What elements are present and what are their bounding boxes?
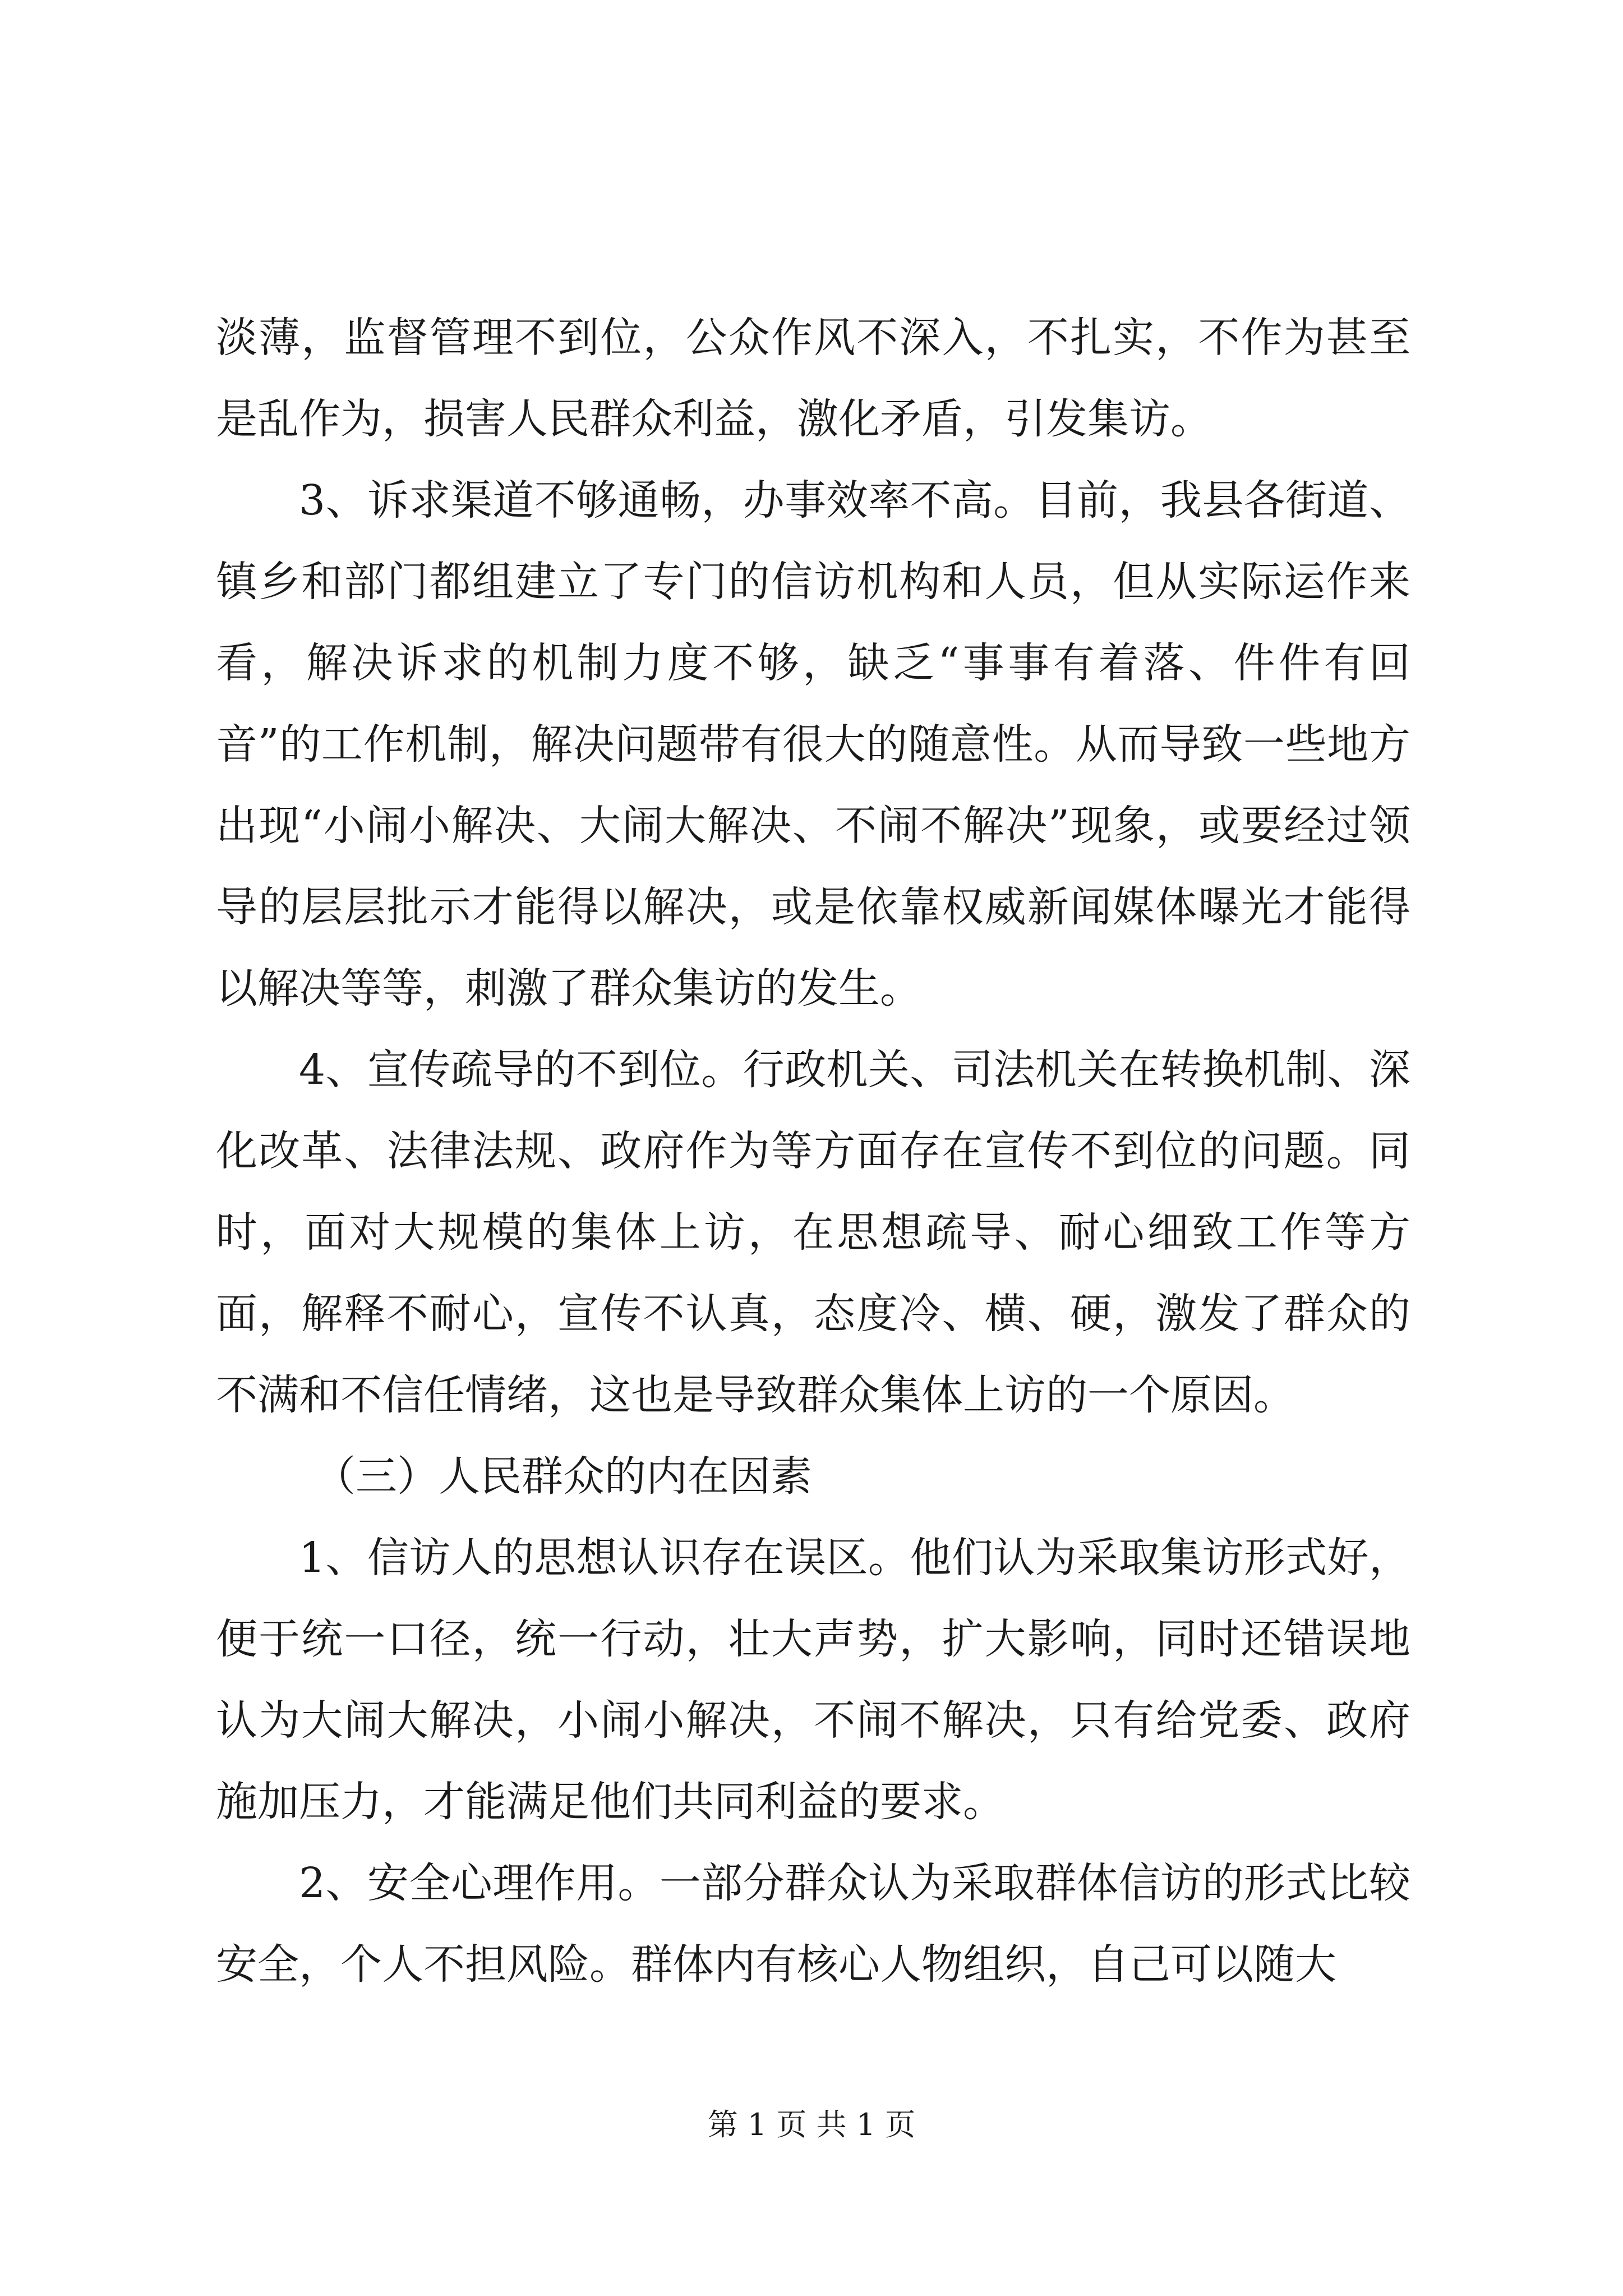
section-heading: （三）人民群众的内在因素: [314, 1452, 812, 1501]
paragraph-continued: 淡薄，监督管理不到位，公众作风不深入，不扎实，不作为甚至是乱作为，损害人民群众利益，激化矛盾，引发集访。: [216, 314, 1410, 443]
page-footer: 第 1 页 共 1 页: [707, 2107, 916, 2142]
paragraph-item-3: 3、诉求渠道不够通畅，办事效率不高。目前，我县各街道、镇乡和部门都组建立了专门的信访机构和人员，但从实际运作来看，解决诉求的机制力度不够，缺乏“事事有着落、件件有回音”的工作机制，解决问题带有很大的随意性。从而导致一些地方出现“小闹小解决、大闹大解决、不闹不解决”现象，或要经过领导的层层批示才能得以解决，或是依靠权威新闻媒体曝光才能得以解决等等，刺激了群众集访的发生。: [216, 476, 1410, 1013]
paragraph-item-2: 2、安全心理作用。一部分群众认为采取群体信访的形式比较安全，个人不担风险。群体内有核心人物组织，自己可以随大: [216, 1859, 1410, 1989]
paragraph-item-1: 1、信访人的思想认识存在误区。他们认为采取集访形式好，便于统一口径，统一行动，壮大声势，扩大影响，同时还错误地认为大闹大解决，小闹小解决，不闹不解决，只有给党委、政府施加压力，才能满足他们共同利益的要求。: [216, 1534, 1410, 1826]
document-body: [216, 297, 1410, 2005]
paragraph-item-4: 4、宣传疏导的不到位。行政机关、司法机关在转换机制、深化改革、法律法规、政府作为等方面存在宣传不到位的问题。同时，面对大规模的集体上访，在思想疏导、耐心细致工作等方面，解释不耐心，宣传不认真，态度冷、横、硬，激发了群众的不满和不信任情绪，这也是导致群众集体上访的一个原因。: [216, 1046, 1410, 1419]
